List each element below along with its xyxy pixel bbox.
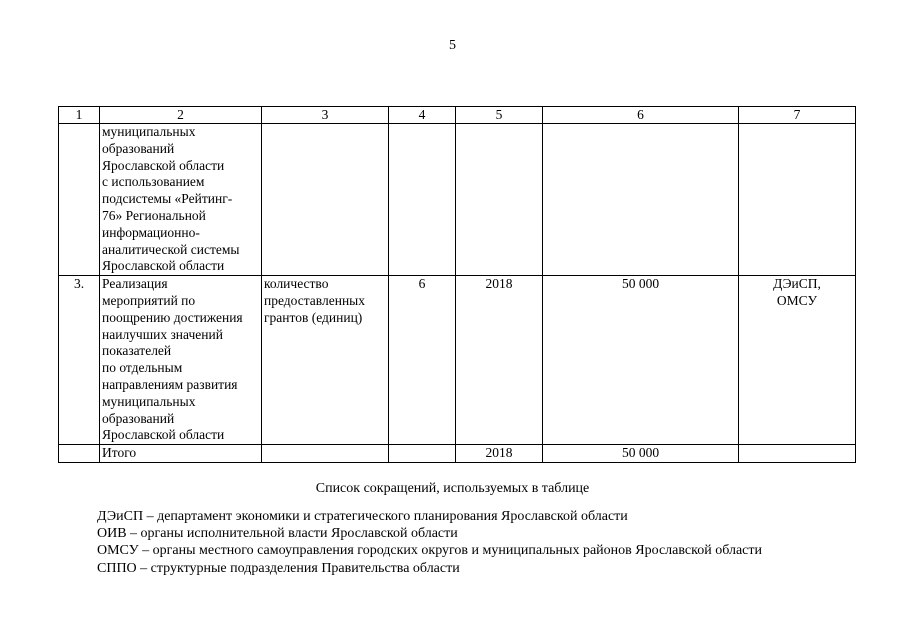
row-number: 3. bbox=[59, 276, 100, 445]
table-cell bbox=[389, 124, 456, 276]
abbreviation-item: СППО – структурные подразделения Правительства области bbox=[97, 560, 460, 576]
table-cell bbox=[262, 445, 389, 463]
table-cell bbox=[456, 124, 543, 276]
table-cell bbox=[739, 124, 856, 276]
table-cell bbox=[543, 124, 739, 276]
table-cell bbox=[739, 445, 856, 463]
executor: ДЭиСП, ОМСУ bbox=[739, 276, 856, 445]
header-cell: 7 bbox=[739, 107, 856, 124]
table-cell bbox=[59, 124, 100, 276]
abbreviation-item: ДЭиСП – департамент экономики и стратегического планирования Ярославской области bbox=[97, 509, 628, 524]
measures-table bbox=[58, 106, 856, 463]
table-header-row bbox=[59, 107, 856, 124]
header-cell: 3 bbox=[262, 107, 389, 124]
indicator-name: количество предоставленных грантов (единиц) bbox=[262, 276, 389, 445]
total-year: 2018 bbox=[456, 445, 543, 463]
year: 2018 bbox=[456, 276, 543, 445]
indicator-value: 6 bbox=[389, 276, 456, 445]
abbreviations-list bbox=[97, 508, 762, 577]
header-cell: 4 bbox=[389, 107, 456, 124]
table-row bbox=[59, 276, 856, 445]
measure-name-continued: муниципальных образований Ярославской области с использованием подсистемы «Рейтинг- 76» Региональной информационно- аналитической системы Ярославской области bbox=[100, 124, 262, 276]
total-label: Итого bbox=[100, 445, 262, 463]
table-cell bbox=[389, 445, 456, 463]
abbreviations-title: Список сокращений, используемых в таблице bbox=[315, 481, 590, 496]
total-amount: 50 000 bbox=[543, 445, 739, 463]
table-cell bbox=[262, 124, 389, 276]
measure-name: Реализация мероприятий по поощрению достижения наилучших значений показателей по отдельным направлениям развития муниципальных образований Ярославской области bbox=[100, 276, 262, 445]
header-cell: 5 bbox=[456, 107, 543, 124]
abbreviation-item: ОИВ – органы исполнительной власти Ярославской области bbox=[97, 526, 458, 542]
total-row bbox=[59, 445, 856, 463]
header-cell: 6 bbox=[543, 107, 739, 124]
page-number: 5 bbox=[449, 38, 456, 53]
table-row bbox=[59, 124, 856, 276]
table-cell bbox=[59, 445, 100, 463]
header-cell: 1 bbox=[59, 107, 100, 124]
amount: 50 000 bbox=[543, 276, 739, 445]
abbreviation-item: ОМСУ – органы местного самоуправления городских округов и муниципальных районов Ярославской области bbox=[97, 543, 762, 559]
header-cell: 2 bbox=[100, 107, 262, 124]
